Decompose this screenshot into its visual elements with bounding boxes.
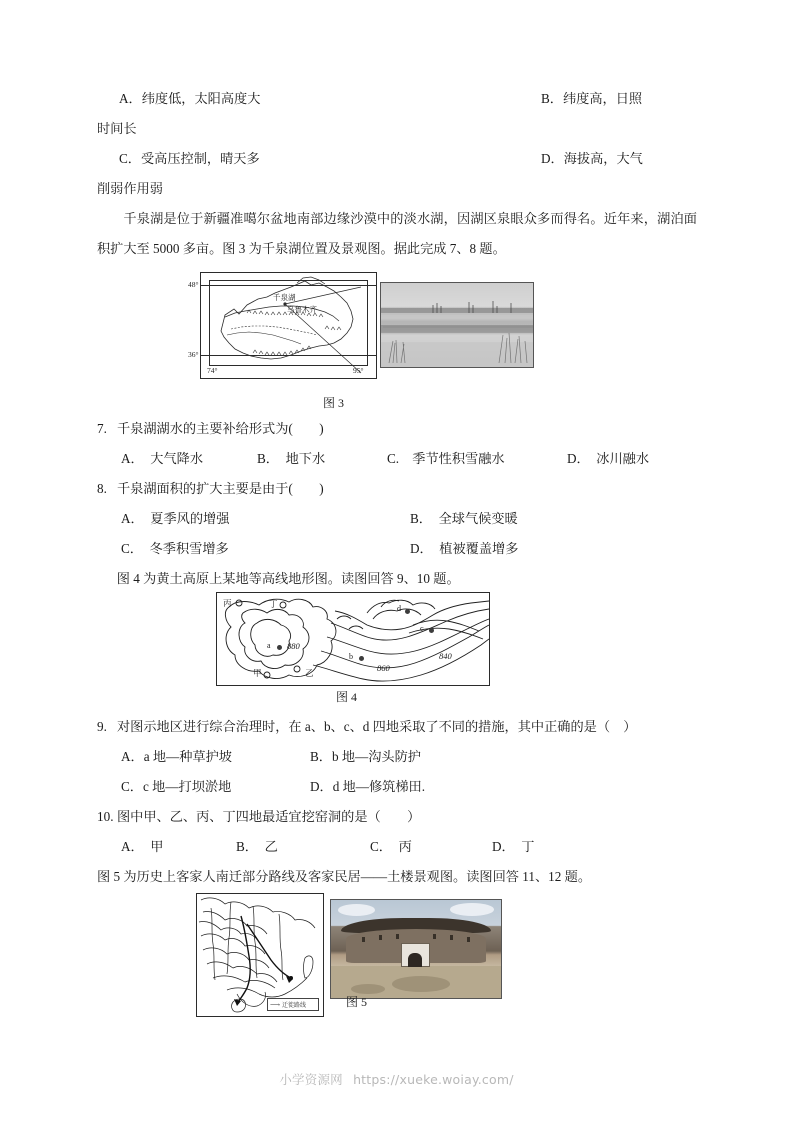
q10-option-d[interactable]: D． 丁 bbox=[492, 839, 535, 854]
q9-option-b[interactable]: B．b 地—沟头防护 bbox=[310, 749, 421, 764]
contour-label-ding: 丁 bbox=[269, 599, 278, 609]
longitude-label-95: 95° bbox=[353, 366, 364, 375]
question-10-stem bbox=[97, 802, 697, 832]
document-body bbox=[97, 84, 697, 892]
footer-url: https://xueke.woiay.com/ bbox=[353, 1072, 514, 1087]
question-8-options-row2 bbox=[97, 534, 697, 564]
q8-option-d[interactable]: D． 植被覆盖增多 bbox=[410, 541, 519, 556]
legend-label: 迁徙路线 bbox=[282, 1003, 307, 1009]
tulou-doorway bbox=[408, 953, 422, 967]
map-label-qianquan-lake: 千泉湖 bbox=[273, 293, 296, 302]
question-8-options-row1 bbox=[97, 504, 697, 534]
question-7-options bbox=[97, 444, 697, 474]
elevation-label-880: 880 bbox=[287, 641, 300, 651]
option-d-1: D．海拔高，大气 bbox=[541, 151, 643, 166]
passage-qianquan-lake: 千泉湖是位于新疆准噶尔盆地南部边缘沙漠中的淡水湖，因湖区泉眼众多而得名。近年来，湖泊面积扩大至 5000 多亩。图 3 为千泉湖位置及景观图。据此完成 7、8 题。 bbox=[97, 211, 697, 256]
question-9-number: 9. bbox=[97, 719, 107, 734]
tulou-window-3 bbox=[396, 934, 399, 939]
ground-patch-1 bbox=[392, 976, 450, 992]
q7-option-d[interactable]: D． 冰川融水 bbox=[567, 451, 650, 466]
photo-reed-strokes bbox=[381, 283, 533, 367]
tulou-window-2 bbox=[379, 935, 382, 940]
question-7-number: 7. bbox=[97, 421, 107, 436]
question-8-number: 8. bbox=[97, 481, 107, 496]
question-8-stem bbox=[97, 474, 697, 504]
latitude-label-48: 48° bbox=[188, 280, 199, 289]
question-10-number: 10. bbox=[97, 809, 114, 824]
contour-point-c-label: c bbox=[420, 624, 424, 633]
contour-point-a-label: a bbox=[267, 641, 271, 650]
question-9-options-row2 bbox=[97, 772, 697, 802]
figure4-contour-map bbox=[216, 592, 490, 686]
tulou-window-4 bbox=[433, 934, 436, 939]
question-9-options-row1 bbox=[97, 742, 697, 772]
option-c-1: C．受高压控制，晴天多 bbox=[119, 151, 260, 166]
q7-option-a[interactable]: A． 大气降水 bbox=[121, 451, 204, 466]
q8-option-a[interactable]: A． 夏季风的增强 bbox=[121, 511, 230, 526]
option-b-1: B．纬度高，日照 bbox=[541, 91, 643, 106]
figure4-lead-in: 图 4 为黄土高原上某地等高线地形图。读图回答 9、10 题。 bbox=[116, 571, 460, 586]
q9-option-a[interactable]: A．a 地—种草护坡 bbox=[121, 749, 232, 764]
question-10-options bbox=[97, 832, 697, 862]
q10-option-c[interactable]: C． 丙 bbox=[370, 839, 412, 854]
figure3-caption: 图 3 bbox=[323, 396, 345, 410]
figure5-lead-in: 图 5 为历史上客家人南迁部分路线及客家民居——土楼景观图。读图回答 11、12 题。 bbox=[97, 869, 592, 884]
question-9-text: 对图示地区进行综合治理时，在 a、b、c、d 四地采取了不同的措施，其中正确的是（ ） bbox=[117, 719, 637, 734]
q8-option-b[interactable]: B． 全球气候变暖 bbox=[410, 511, 518, 526]
label-marker-circles bbox=[217, 593, 489, 685]
figure5-caption: 图 5 bbox=[346, 995, 368, 1009]
figure5-migration-map bbox=[196, 893, 324, 1017]
figure3-xinjiang-map bbox=[188, 272, 377, 379]
contour-label-bing: 丙 bbox=[223, 598, 232, 608]
tulou-window-6 bbox=[467, 937, 470, 942]
figure-4 bbox=[216, 592, 506, 710]
q7-option-c[interactable]: C. 季节性积雪融水 bbox=[387, 451, 505, 466]
q9-option-c[interactable]: C．c 地—打坝淤地 bbox=[121, 779, 232, 794]
tulou-window-1 bbox=[362, 937, 365, 942]
figure5-legend bbox=[267, 998, 319, 1011]
contour-point-b-label: b bbox=[349, 652, 353, 661]
option-row-cd bbox=[97, 144, 697, 174]
latitude-label-36: 36° bbox=[188, 350, 199, 359]
q7-option-b[interactable]: B． 地下水 bbox=[257, 451, 326, 466]
contour-label-jia: 甲 bbox=[253, 668, 262, 678]
q8-option-c[interactable]: C． 冬季积雪增多 bbox=[121, 541, 229, 556]
q9-option-d[interactable]: D．d 地—修筑梯田. bbox=[310, 779, 426, 794]
tulou-window-5 bbox=[450, 935, 453, 940]
question-10-text: 图中甲、乙、丙、丁四地最适宜挖窑洞的是（ ） bbox=[117, 809, 421, 824]
xinjiang-outline-svg bbox=[201, 273, 376, 378]
q10-option-a[interactable]: A． 甲 bbox=[121, 839, 164, 854]
legend-arrow-icon: ⟶ bbox=[270, 1000, 281, 1009]
question-7-stem bbox=[97, 414, 697, 444]
footer-site-name: 小学资源网 bbox=[279, 1072, 343, 1087]
figure-5 bbox=[196, 893, 536, 1023]
figure-3 bbox=[188, 268, 600, 418]
wrap-line-2: 削弱作用弱 bbox=[97, 181, 163, 196]
figure5-tulou-photo bbox=[330, 899, 502, 999]
contour-label-yi: 乙 bbox=[305, 668, 314, 678]
cloud-1 bbox=[338, 904, 375, 916]
option-a-1: A．纬度低，太阳高度大 bbox=[119, 91, 261, 106]
option-row-ab bbox=[97, 84, 697, 114]
wrap-line-1: 时间长 bbox=[97, 121, 137, 136]
elevation-label-860: 860 bbox=[377, 663, 390, 673]
q10-option-b[interactable]: B． 乙 bbox=[236, 839, 278, 854]
question-8-text: 千泉湖面积的扩大主要是由于( ) bbox=[117, 481, 324, 496]
longitude-label-74: 74° bbox=[207, 366, 218, 375]
figure3-lake-photo bbox=[380, 282, 534, 368]
question-9-stem bbox=[97, 712, 697, 742]
contour-point-d-label: d bbox=[397, 604, 401, 613]
cloud-2 bbox=[450, 903, 494, 916]
map-label-urumqi: 乌鲁木齐 bbox=[287, 305, 317, 314]
figure4-caption: 图 4 bbox=[336, 690, 358, 704]
elevation-label-840: 840 bbox=[439, 651, 452, 661]
footer-watermark bbox=[0, 1070, 793, 1088]
question-7-text: 千泉湖湖水的主要补给形式为( ) bbox=[117, 421, 324, 436]
